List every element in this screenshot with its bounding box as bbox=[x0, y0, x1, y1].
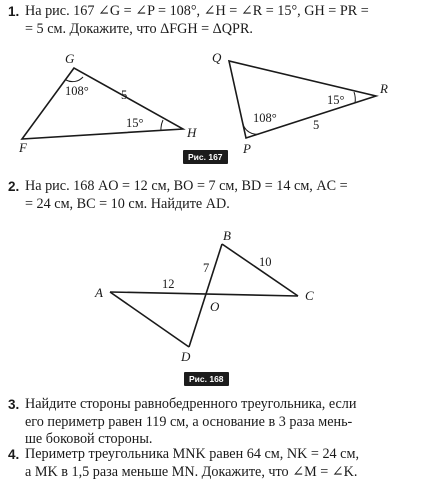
figure-167-triangle-fgh bbox=[18, 51, 197, 155]
problem-text-line: На рис. 168 AO = 12 см, BO = 7 см, BD = 14 см, AC = bbox=[25, 178, 348, 196]
figure-168 bbox=[94, 228, 314, 364]
vertex-label-o: O bbox=[210, 299, 220, 314]
problem-number: 1. bbox=[8, 3, 19, 21]
side-label-gh: 5 bbox=[121, 88, 127, 102]
problem-text-line: На рис. 167 ∠G = ∠P = 108°, ∠H = ∠R = 15°, GH = PR = bbox=[25, 3, 369, 21]
figure-caption-168: Рис. 168 bbox=[184, 372, 229, 386]
angle-arc-g bbox=[66, 77, 83, 82]
problem-text-line: Найдите стороны равнобедренного треугольника, если bbox=[25, 396, 356, 414]
figure-caption-167: Рис. 167 bbox=[183, 150, 228, 164]
triangle-fgh bbox=[22, 68, 183, 139]
vertex-label-r: R bbox=[379, 81, 388, 96]
segment-ac bbox=[110, 292, 298, 296]
problem-text-line: = 5 см. Докажите, что ΔFGH = ΔQPR. bbox=[25, 21, 253, 39]
segment-bc bbox=[222, 244, 298, 296]
segment-label-ao: 12 bbox=[162, 277, 175, 291]
problem-text-line: = 24 см, BC = 10 см. Найдите AD. bbox=[25, 196, 230, 214]
segment-ad bbox=[110, 292, 189, 347]
problem-text-line: а MK в 1,5 раза меньше MN. Докажите, что ∠M = ∠K. bbox=[25, 464, 357, 481]
problem-number: 3. bbox=[8, 396, 19, 414]
figure-167-triangle-qpr bbox=[212, 50, 388, 156]
problem-text-line: его периметр равен 119 см, а основание в 3 раза мень- bbox=[25, 414, 352, 432]
vertex-label-g: G bbox=[65, 51, 75, 66]
segment-label-bo: 7 bbox=[203, 261, 209, 275]
problem-text-line: Периметр треугольника MNK равен 64 см, NK = 24 см, bbox=[25, 446, 359, 464]
angle-label-r: 15° bbox=[327, 93, 345, 107]
problem-number: 2. bbox=[8, 178, 19, 196]
vertex-label-f: F bbox=[18, 140, 28, 155]
angle-label-p: 108° bbox=[253, 111, 277, 125]
problem-number: 4. bbox=[8, 446, 19, 464]
vertex-label-c: C bbox=[305, 288, 314, 303]
vertex-label-a: A bbox=[94, 285, 103, 300]
segment-bd bbox=[189, 244, 222, 347]
vertex-label-h: H bbox=[186, 125, 197, 140]
vertex-label-d: D bbox=[180, 349, 191, 364]
vertex-label-b: B bbox=[223, 228, 231, 243]
angle-label-h: 15° bbox=[126, 116, 144, 130]
vertex-label-p: P bbox=[242, 141, 251, 156]
angle-arc-r bbox=[354, 92, 355, 103]
triangle-qpr bbox=[229, 61, 376, 138]
segment-label-bc: 10 bbox=[259, 255, 272, 269]
angle-arc-h bbox=[161, 120, 163, 131]
vertex-label-q: Q bbox=[212, 50, 222, 65]
angle-label-g: 108° bbox=[65, 84, 89, 98]
problem-text-line: ше боковой стороны. bbox=[25, 431, 152, 449]
side-label-pr: 5 bbox=[313, 118, 319, 132]
